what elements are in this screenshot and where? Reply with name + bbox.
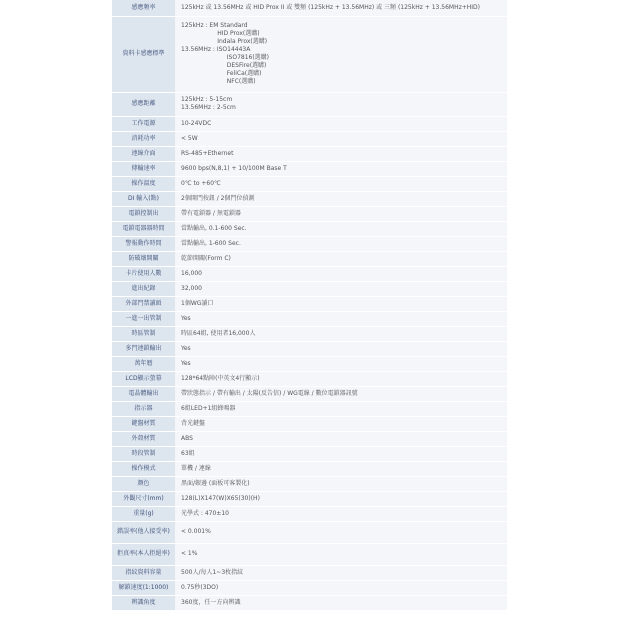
spec-label: 外觀尺寸(mm) bbox=[112, 491, 175, 506]
spec-value: 1個WG讀口 bbox=[175, 296, 507, 311]
spec-value: Yes bbox=[175, 356, 507, 371]
spec-label: 防破壞開關 bbox=[112, 251, 175, 266]
spec-label: 時區管制 bbox=[112, 326, 175, 341]
spec-label: 指紋資料容量 bbox=[112, 565, 175, 580]
spec-row bbox=[112, 371, 507, 386]
spec-label: LCD顯示螢幕 bbox=[112, 371, 175, 386]
spec-label: DI 輸入(點) bbox=[112, 191, 175, 206]
spec-value: 6組LED+1組蜂鳴器 bbox=[175, 401, 507, 416]
spec-label: 辨識角度 bbox=[112, 595, 175, 610]
spec-row bbox=[112, 296, 507, 311]
spec-label: 重量(g) bbox=[112, 506, 175, 521]
spec-row bbox=[112, 281, 507, 296]
spec-value: 360度，任一方向辨識 bbox=[175, 595, 507, 610]
spec-row bbox=[112, 131, 507, 146]
spec-value: 500人/每人1~3枚指紋 bbox=[175, 565, 507, 580]
spec-label: 時段管制 bbox=[112, 446, 175, 461]
spec-row bbox=[112, 191, 507, 206]
spec-row bbox=[112, 116, 507, 131]
spec-row bbox=[112, 326, 507, 341]
spec-row bbox=[112, 416, 507, 431]
spec-row bbox=[112, 206, 507, 221]
spec-row bbox=[112, 146, 507, 161]
spec-value: 時區64組, 使用者16,000人 bbox=[175, 326, 507, 341]
spec-label: 感應距離 bbox=[112, 92, 175, 116]
spec-row bbox=[112, 176, 507, 191]
spec-value: 32,000 bbox=[175, 281, 507, 296]
spec-value: 背光鍵盤 bbox=[175, 416, 507, 431]
spec-value: 當點輸出, 1-600 Sec. bbox=[175, 236, 507, 251]
spec-row bbox=[112, 491, 507, 506]
spec-label: 電晶體輸出 bbox=[112, 386, 175, 401]
spec-value: 9600 bps(N,8,1) + 10/100M Base T bbox=[175, 161, 507, 176]
spec-row bbox=[112, 543, 507, 565]
spec-value: < 1% bbox=[175, 543, 507, 565]
spec-row bbox=[112, 356, 507, 371]
spec-label: 萬年曆 bbox=[112, 356, 175, 371]
spec-value: 單機 / 連線 bbox=[175, 461, 507, 476]
spec-label: 操作溫度 bbox=[112, 176, 175, 191]
spec-row bbox=[112, 446, 507, 461]
spec-label: 消耗功率 bbox=[112, 131, 175, 146]
spec-label: 顏色 bbox=[112, 476, 175, 491]
spec-value: 128(L)X147(W)X65(30)(H) bbox=[175, 491, 507, 506]
spec-row bbox=[112, 386, 507, 401]
spec-row bbox=[112, 16, 507, 92]
spec-label: 傳輸速率 bbox=[112, 161, 175, 176]
spec-value: 乾節開關(Form C) bbox=[175, 251, 507, 266]
spec-label: 拒真率(本人拒絕率) bbox=[112, 543, 175, 565]
spec-value: 125kHz : 5-15cm 13.56MHz : 2-5cm bbox=[175, 92, 507, 116]
spec-row bbox=[112, 565, 507, 580]
spec-value: Yes bbox=[175, 311, 507, 326]
spec-value: 黑面/銀邊 (面板可客製化) bbox=[175, 476, 507, 491]
spec-value: 當點輸出, 0.1-600 Sec. bbox=[175, 221, 507, 236]
spec-value: < 0.001% bbox=[175, 521, 507, 543]
spec-value: 10-24VDC bbox=[175, 116, 507, 131]
spec-label: 一進一出管制 bbox=[112, 311, 175, 326]
spec-label: 鍵盤材質 bbox=[112, 416, 175, 431]
spec-label: 解鎖速度(1:1000) bbox=[112, 580, 175, 595]
spec-row bbox=[112, 161, 507, 176]
spec-row bbox=[112, 311, 507, 326]
spec-table bbox=[112, 0, 507, 611]
spec-row bbox=[112, 521, 507, 543]
spec-row bbox=[112, 266, 507, 281]
spec-value: < 5W bbox=[175, 131, 507, 146]
spec-value: 0.75秒(3DO) bbox=[175, 580, 507, 595]
spec-label: 電鎖電器器時間 bbox=[112, 221, 175, 236]
spec-label: 進出紀錄 bbox=[112, 281, 175, 296]
spec-label: 電鎖控制出 bbox=[112, 206, 175, 221]
spec-label: 外部門禁讀頭 bbox=[112, 296, 175, 311]
spec-label: 操作模式 bbox=[112, 461, 175, 476]
spec-value: 63組 bbox=[175, 446, 507, 461]
spec-row bbox=[112, 461, 507, 476]
spec-value: 128*64點陣(中英文4行顯示) bbox=[175, 371, 507, 386]
spec-value: 0℃ to +60℃ bbox=[175, 176, 507, 191]
spec-label: 錯誤率(他人接受率) bbox=[112, 521, 175, 543]
spec-value: RS-485+Ethernet bbox=[175, 146, 507, 161]
spec-table-body bbox=[112, 0, 507, 610]
spec-value: Yes bbox=[175, 341, 507, 356]
spec-value: 帶有電鎖器 / 無電鎖器 bbox=[175, 206, 507, 221]
spec-label: 卡片使用人數 bbox=[112, 266, 175, 281]
spec-row bbox=[112, 341, 507, 356]
spec-row bbox=[112, 476, 507, 491]
spec-label: 外殼材質 bbox=[112, 431, 175, 446]
spec-row bbox=[112, 506, 507, 521]
spec-row bbox=[112, 431, 507, 446]
spec-value: 2個開門按鈕 / 2個門位偵測 bbox=[175, 191, 507, 206]
spec-value: 帶狀態指示 / 帶有輸出 / 太陽(反告信) / WG電線 / 數位電鎖器訊號 bbox=[175, 386, 507, 401]
spec-row bbox=[112, 251, 507, 266]
spec-label: 工作電源 bbox=[112, 116, 175, 131]
spec-value: 125kHz : EM Standard HID Prox(選購) Indala Prox(選購) 13.56MHz : ISO14443A ISO7816(選購) DESFire(選購) FeliCa(選購) NFC(選購) bbox=[175, 16, 507, 92]
spec-label: 感應頻率 bbox=[112, 0, 175, 16]
spec-value: ABS bbox=[175, 431, 507, 446]
spec-label: 警報動作時間 bbox=[112, 236, 175, 251]
spec-row bbox=[112, 580, 507, 595]
spec-value: 16,000 bbox=[175, 266, 507, 281]
spec-label: 資料卡感應標準 bbox=[112, 16, 175, 92]
spec-label: 連線介面 bbox=[112, 146, 175, 161]
spec-row bbox=[112, 92, 507, 116]
spec-value: 125kHz 或 13.56MHz 或 HID Prox II 或 雙頻 (125kHz + 13.56MHz) 或 三頻 (125kHz + 13.56MHz+HID) bbox=[175, 0, 507, 16]
spec-value: 光學式 : 470±10 bbox=[175, 506, 507, 521]
spec-row bbox=[112, 221, 507, 236]
spec-label: 多門連鎖輸出 bbox=[112, 341, 175, 356]
spec-row bbox=[112, 401, 507, 416]
spec-row bbox=[112, 595, 507, 610]
spec-row bbox=[112, 236, 507, 251]
spec-row bbox=[112, 0, 507, 16]
spec-label: 指示器 bbox=[112, 401, 175, 416]
